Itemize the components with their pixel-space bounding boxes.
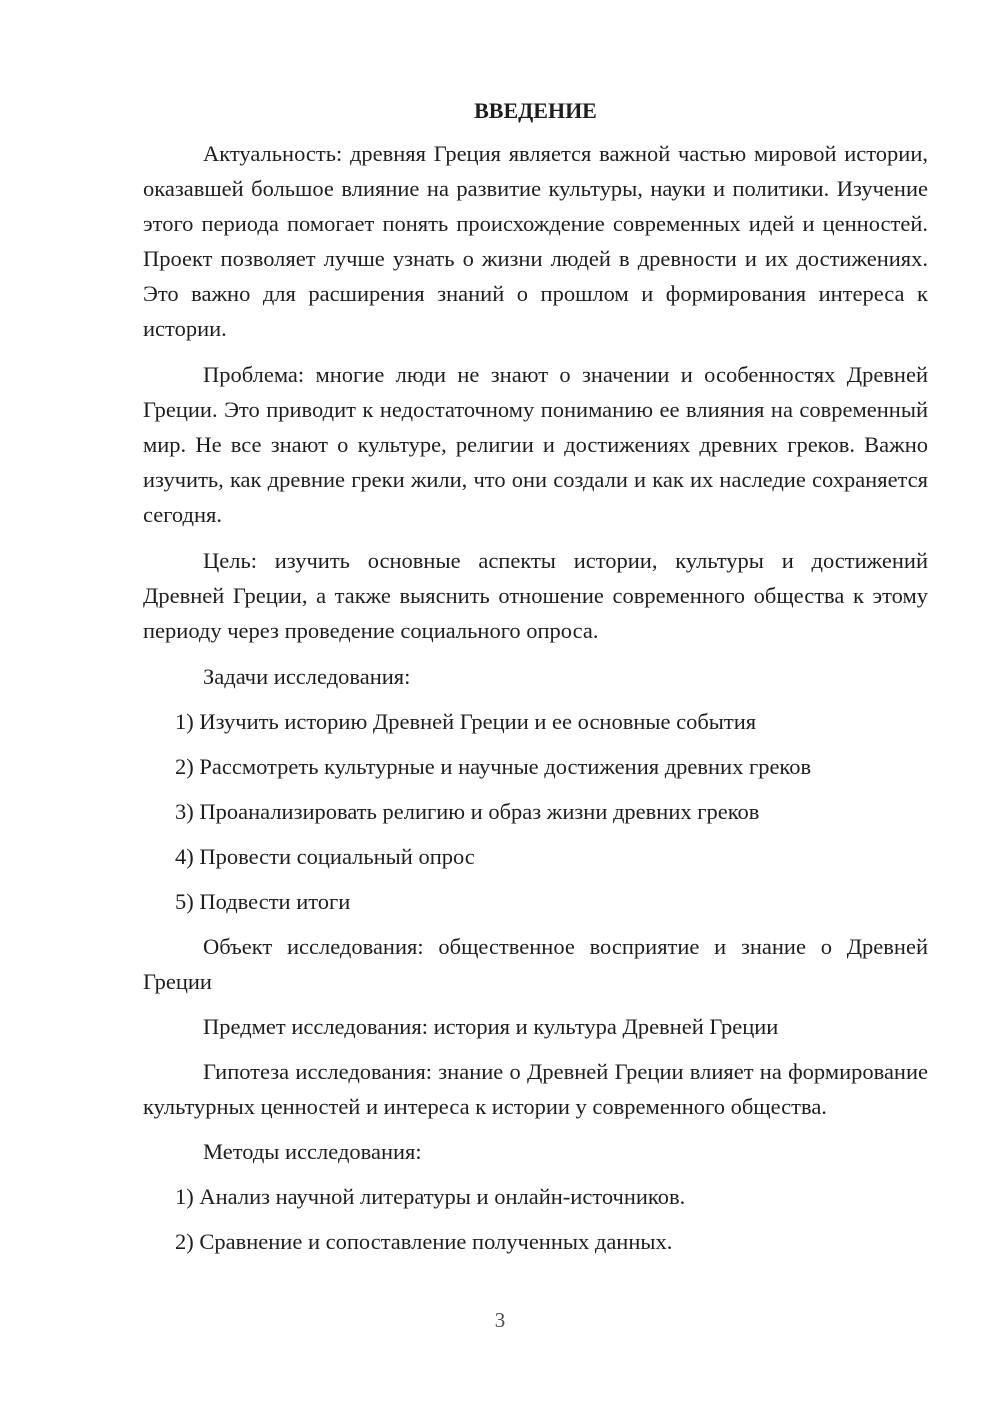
list-item: 3) Проанализировать религию и образ жизни древних греков <box>175 799 760 824</box>
tasks-list <box>143 704 928 919</box>
methods-heading: Методы исследования: <box>203 1139 422 1164</box>
methods-list <box>143 1179 928 1259</box>
document-page <box>143 96 928 1259</box>
section-title: ВВЕДЕНИЕ <box>474 98 597 123</box>
relevance-paragraph: Актуальность: древняя Греция является важной частью мировой истории, оказавшей большое влияние на развитие культуры, науки и политики. Изучение этого периода помогает понять происхождение современных идей и ценностей. Проект позволяет лучше узнать о жизни людей в древности и их достижениях. Это важно для расширения знаний о прошлом и формирования интереса к истории. <box>143 141 928 341</box>
list-item: 2) Сравнение и сопоставление полученных данных. <box>175 1229 673 1254</box>
list-item: 1) Анализ научной литературы и онлайн-источников. <box>175 1184 686 1209</box>
list-item: 2) Рассмотреть культурные и научные достижения древних греков <box>175 754 812 779</box>
list-item: 5) Подвести итоги <box>175 889 351 914</box>
tasks-heading: Задачи исследования: <box>203 664 411 689</box>
page-number: 3 <box>494 1308 506 1332</box>
goal-paragraph: Цель: изучить основные аспекты истории, культуры и достижений Древней Греции, а также выяснить отношение современного общества к этому периоду через проведение социального опроса. <box>143 548 928 643</box>
subject-paragraph: Предмет исследования: история и культура Древней Греции <box>203 1014 779 1039</box>
hypothesis-paragraph: Гипотеза исследования: знание о Древней Греции влияет на формирование культурных ценностей и интереса к истории у современного общества. <box>143 1059 928 1119</box>
problem-paragraph: Проблема: многие люди не знают о значении и особенностях Древней Греции. Это приводит к недостаточному пониманию ее влияния на современный мир. Не все знают о культуре, религии и достижениях древних греков. Важно изучить, как древние греки жили, что они создали и как их наследие сохраняется сегодня. <box>143 362 928 527</box>
list-item: 1) Изучить историю Древней Греции и ее основные события <box>175 709 757 734</box>
list-item: 4) Провести социальный опрос <box>175 844 475 869</box>
object-paragraph: Объект исследования: общественное восприятие и знание о Древней Греции <box>143 934 928 994</box>
